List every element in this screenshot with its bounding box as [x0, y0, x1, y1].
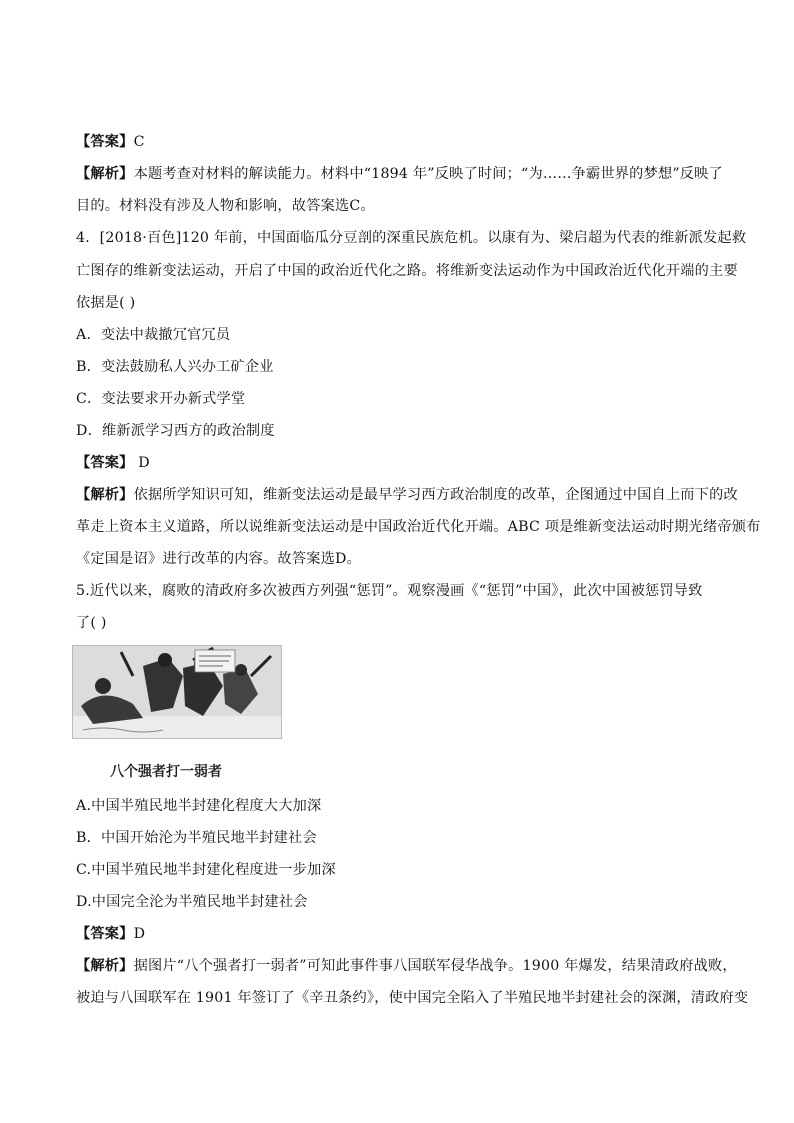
- analysis-text: 依据所学知识可知，维新变法运动是最早学习西方政治制度的改革，企图通过中国自上而下的改: [133, 487, 738, 503]
- q3-answer-line: [76, 131, 726, 153]
- q5-stem-line-2: 了( ): [76, 615, 107, 631]
- q4-analysis-line-1: [76, 484, 738, 506]
- q3-analysis-line-1: [76, 163, 726, 185]
- answer-value: D: [133, 455, 150, 471]
- q3-analysis-line-2: 目的。材料没有涉及人物和影响，故答案选C。: [76, 198, 375, 214]
- cartoon-caption: 八个强者打一弱者: [110, 764, 222, 780]
- answer-value: C: [133, 134, 145, 150]
- q4-stem-line-2: 亡图存的维新变法运动，开启了中国的政治近代化之路。将维新变法运动作为中国政治近代化开端的主要: [76, 263, 738, 279]
- q5-option-a: A.中国半殖民地半封建化程度大大加深: [76, 798, 322, 814]
- analysis-tag: 【解析】: [76, 958, 134, 974]
- q5-option-b: B．中国开始沦为半殖民地半封建社会: [76, 830, 317, 846]
- q4-answer-line: [76, 452, 726, 474]
- answer-tag: 【答案】: [76, 455, 134, 471]
- analysis-text: 据图片“八个强者打一弱者”可知此事件事八国联军侵华战争。1900 年爆发，结果清政府战败，: [133, 958, 737, 974]
- q5-answer-line: [76, 923, 726, 945]
- q4-stem-line-1: 4．[2018·百色]120 年前，中国面临瓜分豆剖的深重民族危机。以康有为、梁启超为代表的维新派发起救: [76, 230, 747, 246]
- answer-tag: 【答案】: [76, 134, 134, 150]
- q4-stem-line-3: 依据是( ): [76, 295, 136, 311]
- q4-analysis-line-3: 《定国是诏》进行改革的内容。故答案选D。: [76, 551, 361, 567]
- q4-option-d: D．维新派学习西方的政治制度: [76, 423, 275, 439]
- analysis-tag: 【解析】: [76, 166, 134, 182]
- q4-option-a: A．变法中裁撤冗官冗员: [76, 327, 231, 343]
- cartoon-image: [72, 645, 282, 739]
- q5-analysis-line-2: 被迫与八国联军在 1901 年签订了《辛丑条约》，使中国完全陷入了半殖民地半封建社会的深渊，清政府变: [76, 990, 749, 1006]
- analysis-text: 本题考查对材料的解读能力。材料中“1894 年”反映了时间；“为……争霸世界的梦想”反映了: [133, 166, 723, 182]
- q5-option-d: D.中国完全沦为半殖民地半封建社会: [76, 894, 308, 910]
- q5-stem-line-1: 5.近代以来，腐败的清政府多次被西方列强“惩罚”。观察漫画《“惩罚”中国》，此次中国被惩罚导致: [76, 583, 703, 599]
- q5-analysis-line-1: [76, 955, 737, 977]
- answer-value: D: [133, 926, 146, 942]
- q4-option-b: B．变法鼓励私人兴办工矿企业: [76, 359, 274, 375]
- answer-tag: 【答案】: [76, 926, 134, 942]
- cartoon-illustration: [73, 646, 281, 738]
- q4-option-c: C．变法要求开办新式学堂: [76, 391, 246, 407]
- q5-option-c: C.中国半殖民地半封建化程度进一步加深: [76, 862, 336, 878]
- q4-analysis-line-2: 革走上资本主义道路，所以说维新变法运动是中国政治近代化开端。ABC 项是维新变法运动时期光绪帝颁布: [76, 519, 761, 535]
- analysis-tag: 【解析】: [76, 487, 134, 503]
